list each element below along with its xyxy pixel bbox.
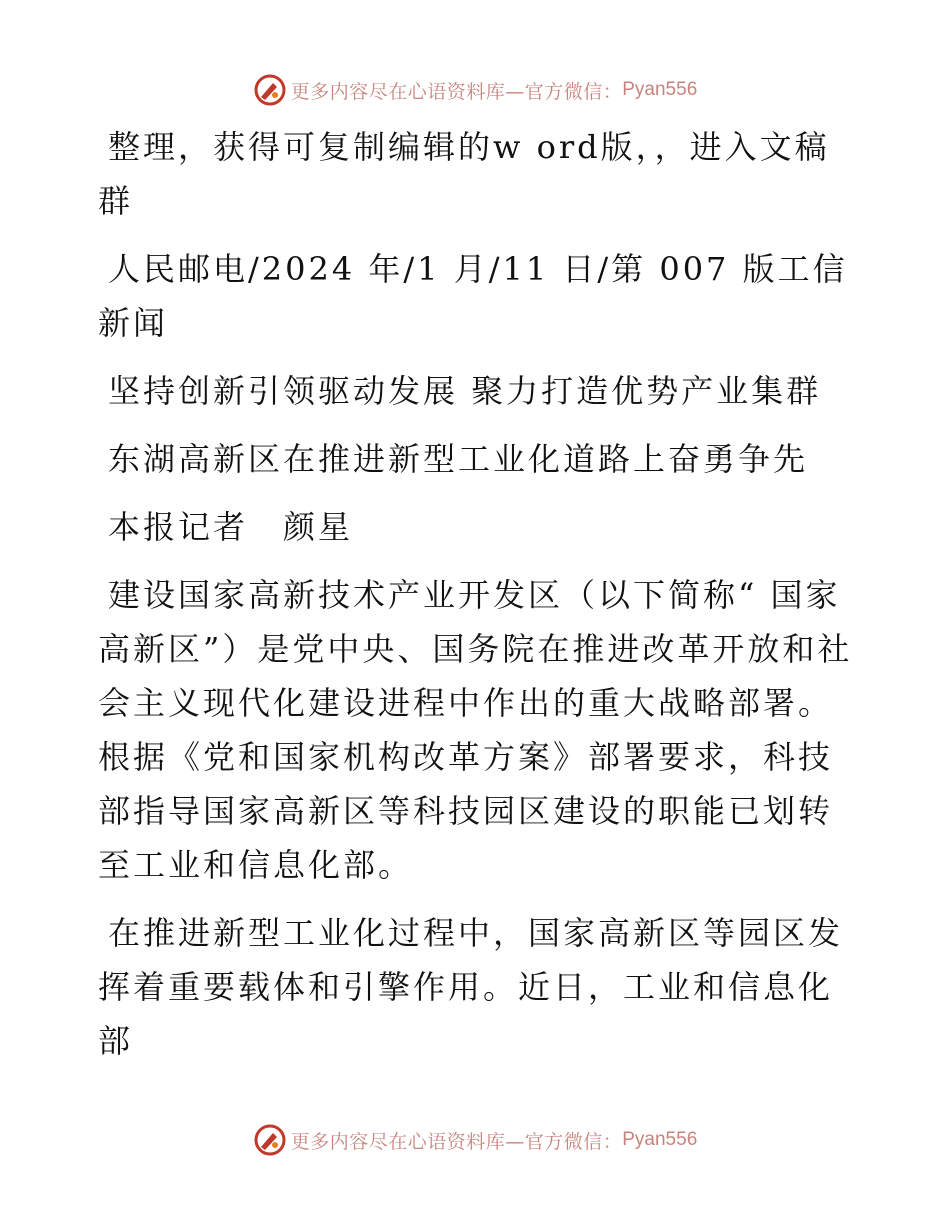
paragraph-body-1: 建设国家高新技术产业开发区（以下简称“ 国家高新区”）是党中央、国务院在推进改革开放和社会主义现代化建设进程中作出的重大战略部署。根据《党和国家机构改革方案》部署要求，科技部指导国家高新区等科技园区建设的职能已划转至工业和信息化部。 (98, 576, 853, 884)
seal-logo-icon (253, 1123, 287, 1157)
watermark-text: 更多内容尽在心语资料库—官方微信： (290, 1130, 623, 1153)
paragraph-source: 人民邮电/2024 年/1 月/11 日/第 007 版工信新闻 (98, 250, 848, 342)
footer-watermark (0, 1120, 950, 1160)
document-body (98, 120, 854, 1082)
seal-logo-icon (253, 73, 287, 107)
watermark-text: 更多内容尽在心语资料库—官方微信： (290, 80, 623, 103)
watermark-wechat-id: Pyan556 (622, 79, 698, 100)
byline: 本报记者 颜星 (108, 508, 354, 546)
headline-main: 坚持创新引领驱动发展 聚力打造优势产业集群 (108, 372, 822, 410)
headline-sub: 东湖高新区在推进新型工业化道路上奋勇争先 (108, 440, 809, 478)
paragraph-intro: 整理，获得可复制编辑的w ord版，，进入文稿群 (98, 128, 830, 220)
watermark-wechat-id: Pyan556 (622, 1129, 698, 1150)
paragraph-body-2: 在推进新型工业化过程中，国家高新区等园区发挥着重要载体和引擎作用。近日，工业和信息化部 (98, 914, 844, 1060)
header-watermark (0, 70, 950, 110)
